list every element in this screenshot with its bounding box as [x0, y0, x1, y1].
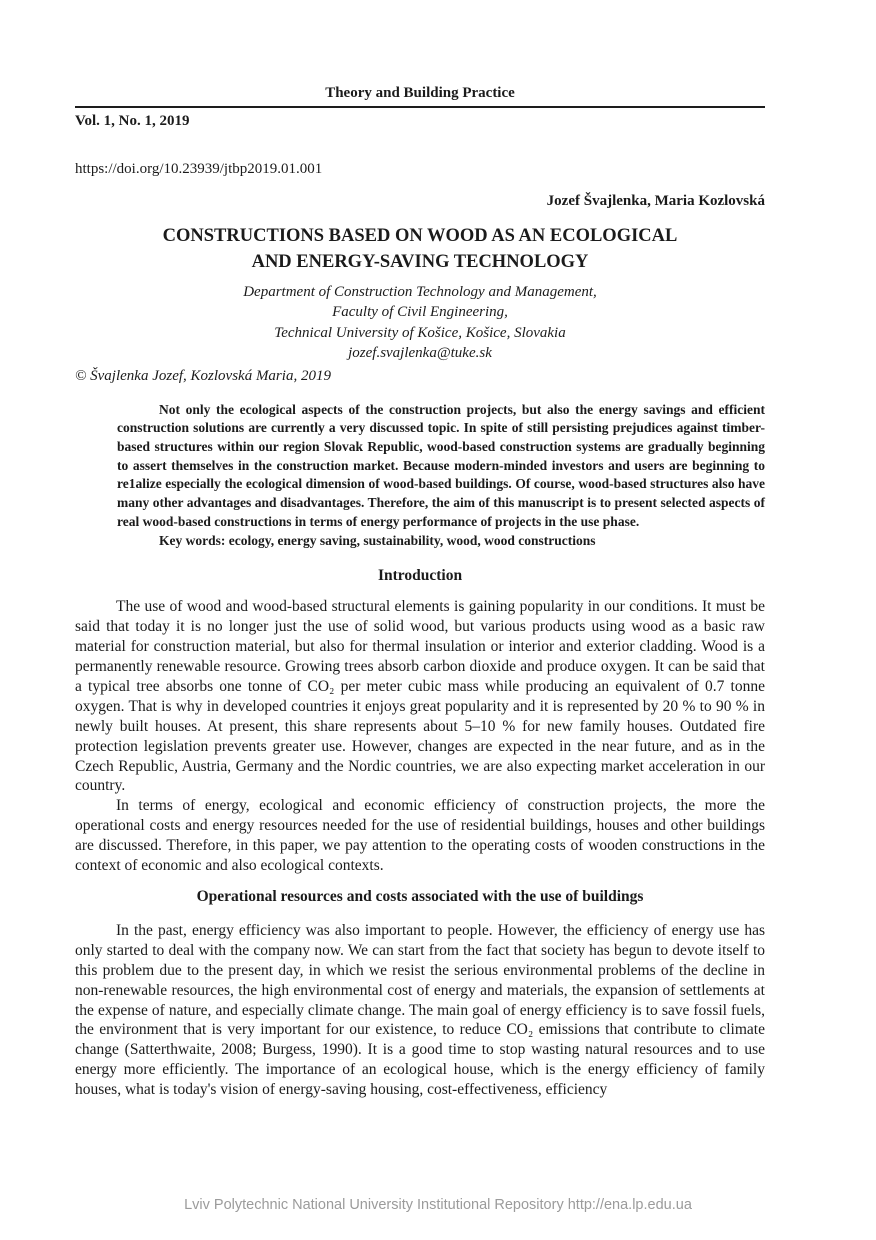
introduction-paragraph-2: In terms of energy, ecological and economic efficiency of construction projects, the more the operational costs and energy resources needed for the use of residential buildings, houses and other buildings are discussed. Therefore, in this paper, we pay attention to the operating costs of wooden constructions in the context of economic and also ecological contexts.	[75, 797, 765, 875]
abstract-block	[117, 401, 765, 551]
authors-line: Jozef Švajlenka, Maria Kozlovská	[546, 193, 765, 209]
affiliation-block	[75, 282, 765, 364]
volume-issue-line: Vol. 1, No. 1, 2019	[75, 113, 190, 129]
paper-title-line2: AND ENERGY-SAVING TECHNOLOGY	[251, 252, 589, 272]
affiliation-faculty: Faculty of Civil Engineering,	[332, 304, 508, 321]
operational-paragraph-1: In the past, energy efficiency was also important to people. However, the efficiency of energy use has only started to deal with the company now. We can start from the fact that society has begun to devote itself to this problem due to the present day, in which we resist the serious environmental problems of the decline in non-renewable resources, the high environmental cost of energy and materials, the expansion of settlements at the expense of nature, and especially climate change. The main goal of energy efficiency is to save fossil fuels, the environment that is very important for our existence, to reduce CO₂ emissions that contribute to climate change (Satterthwaite, 2008; Burgess, 1990). It is a good time to stop wasting natural resources and to use energy more efficiently. The importance of an ecological house, which is the energy efficiency of family houses, what is today's vision of energy-saving housing, cost-effectiveness, efficiency	[75, 921, 765, 1099]
section-heading-operational-resources: Operational resources and costs associated with the use of buildings	[196, 887, 644, 905]
abstract-text: Not only the ecological aspects of the construction projects, but also the energy savings and efficient construction solutions are currently a very discussed topic. In spite of still persisting prejudices against timber-based structures within our region Slovak Republic, wood-based construction systems are gradually beginning to assert themselves in the construction market. Because modern-minded investors and users are beginning to re1alize especially the ecological dimension of wood-based buildings. Of course, wood-based structures also have many other advantages and disadvantages. Therefore, the aim of this manuscript is to present selected aspects of real wood-based constructions in terms of energy performance of projects in the use phase.	[117, 401, 765, 529]
section-heading-introduction: Introduction	[377, 567, 463, 585]
copyright-line: © Švajlenka Jozef, Kozlovská Maria, 2019	[75, 367, 331, 384]
header-divider	[75, 106, 765, 108]
affiliation-email: jozef.svajlenka@tuke.sk	[348, 345, 492, 362]
affiliation-university: Technical University of Košice, Košice, Slovakia	[274, 324, 566, 341]
introduction-paragraph-1: The use of wood and wood-based structural elements is gaining popularity in our conditions. It must be said that today it is no longer just the use of solid wood, but various products using wood as a basic raw material for construction material, but also for thermal insulation or interior and exterior cladding. Wood is a permanently renewable resource. Growing trees absorb carbon dioxide and produce oxygen. It can be said that a typical tree absorbs one tonne of CO₂ per meter cubic mass while producing an equivalent of 0.7 tonne oxygen. That is why in developed countries it enjoys great popularity and it is represented by 20 % to 90 % in newly built houses. At present, this share represents about 5–10 % for new family houses. Outdated fire protection legislation prevents greater use. However, changes are expected in the near future, and as in the Czech Republic, Austria, Germany and the Nordic countries, we are also expecting market acceleration in our country.	[75, 598, 765, 795]
paper-title-line1: CONSTRUCTIONS BASED ON WOOD AS AN ECOLOGICAL	[162, 226, 678, 246]
doi-text: https://doi.org/10.23939/jtbp2019.01.001	[75, 161, 323, 177]
keywords-line: Key words: ecology, energy saving, sustainability, wood, wood constructions	[159, 532, 596, 548]
journal-title: Theory and Building Practice	[325, 85, 515, 101]
affiliation-department: Department of Construction Technology and Management,	[243, 284, 597, 300]
page-content	[75, 86, 765, 1100]
repository-footer: Lviv Polytechnic National University Institutional Repository http://ena.lp.edu.ua	[184, 1197, 692, 1213]
paper-title	[75, 223, 765, 275]
